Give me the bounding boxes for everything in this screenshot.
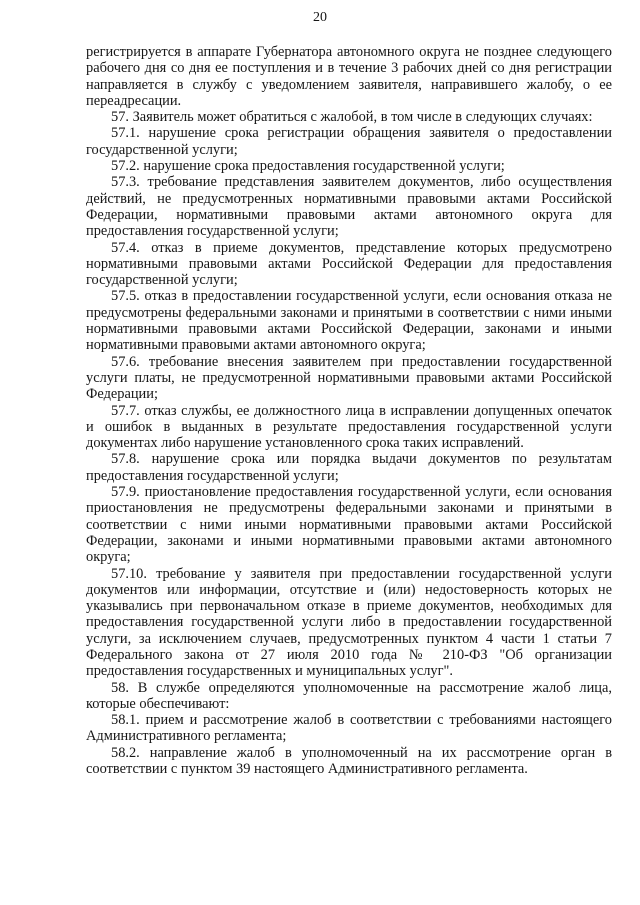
paragraph-58-2: 58.2. направление жалоб в уполномоченный на их рассмотрение орган в соответствии с пунктом 39 настоящего Административного регламента. <box>86 744 612 778</box>
paragraph-57-1: 57.1. нарушение срока регистрации обращения заявителя о предоставлении государственной услуги; <box>86 125 612 158</box>
paragraph-57-7: 57.7. отказ службы, ее должностного лица в исправлении допущенных опечаток и ошибок в выданных в результате предоставления государственной услуги документах либо нарушение установленного срока таких исправлений. <box>86 402 612 452</box>
paragraph-57-6: 57.6. требование внесения заявителем при предоставлении государственной услуги платы, не предусмотренной нормативными правовыми актами Российской Федерации; <box>86 353 612 403</box>
paragraph-57: 57. Заявитель может обратиться с жалобой, в том числе в следующих случаях: <box>111 109 593 126</box>
paragraph-58: 58. В службе определяются уполномоченные на рассмотрение жалоб лица, которые обеспечивают: <box>86 679 612 712</box>
paragraph-57-3: 57.3. требование представления заявителем документов, либо осуществления действий, не предусмотренных нормативными правовыми актами Российской Федерации, нормативными правовыми актами автономного округа для предоставления государственной услуги; <box>86 174 612 240</box>
paragraph-57-5: 57.5. отказ в предоставлении государственной услуги, если основания отказа не предусмотрены федеральными законами и принятыми в соответствии с ними иными нормативными правовыми актами Российской Федерации, законами и иными нормативными правовыми актами автономного округа; <box>86 288 612 354</box>
document-body <box>86 44 612 777</box>
paragraph-57-2: 57.2. нарушение срока предоставления государственной услуги; <box>111 158 505 175</box>
paragraph-57-8: 57.8. нарушение срока или порядка выдачи документов по результатам предоставления государственной услуги; <box>86 451 612 484</box>
page-number: 20 <box>313 10 327 25</box>
paragraph-58-1: 58.1. прием и рассмотрение жалоб в соответствии с требованиями настоящего Административного регламента; <box>86 712 612 745</box>
paragraph-continuation: регистрируется в аппарате Губернатора автономного округа не позднее следующего рабочего дня со дня ее поступления и в течение 3 рабочих дней со дня регистрации направляется в службу с уведомлением заявителя, направившего жалобу, о ее переадресации. <box>86 44 612 109</box>
paragraph-57-10: 57.10. требование у заявителя при предоставлении государственной услуги документов или информации, отсутствие и (или) недостоверность которых не указывались при первоначальном отказе в приеме документов, необходимых для предоставления государственной услуги либо в предоставлении государственной услуги, за исключением случаев, предусмотренных пунктом 4 части 1 статьи 7 Федерального закона от 27 июля 2010 года № 210-ФЗ "Об организации предоставления государственных и муниципальных услуг". <box>86 565 612 680</box>
paragraph-57-4: 57.4. отказ в приеме документов, представление которых предусмотрено нормативными правовыми актами Российской Федерации для предоставления государственной услуги; <box>86 239 612 289</box>
paragraph-57-9: 57.9. приостановление предоставления государственной услуги, если основания приостановления не предусмотрены федеральными законами и принятыми в соответствии с ними иными нормативными правовыми актами Российской Федерации, законами и иными нормативными правовыми актами автономного округа; <box>86 484 612 566</box>
